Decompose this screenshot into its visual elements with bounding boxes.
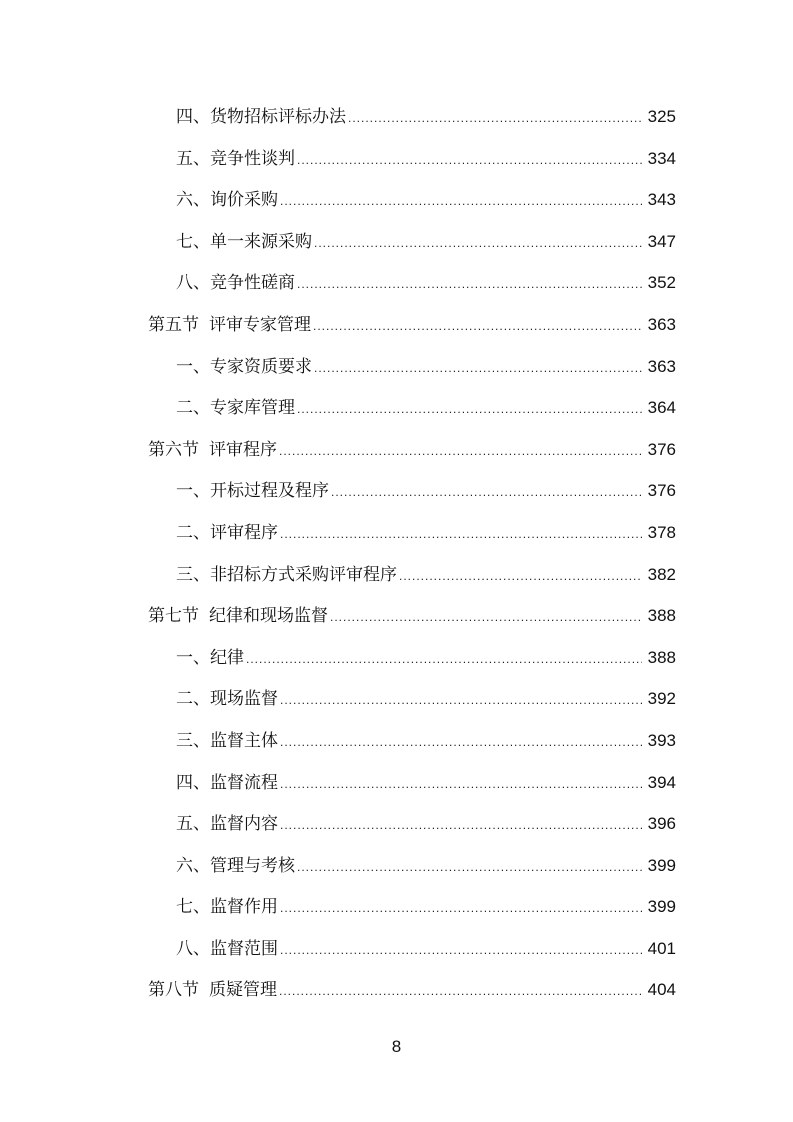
toc-entry-title [148, 309, 311, 341]
toc-dot-leader [280, 809, 642, 841]
toc-dot-leader [280, 518, 642, 550]
toc-entry-title [148, 974, 277, 1006]
toc-dot-leader [246, 643, 642, 675]
toc-entry-title: 七、单一来源采购 [176, 231, 312, 252]
toc-entry-page: 399 [647, 855, 676, 875]
toc-entry-title: 四、货物招标评标办法 [176, 107, 346, 127]
toc-entry-page: 376 [647, 439, 676, 459]
toc-entry-page: 352 [647, 273, 676, 293]
toc-section-title: 纪律和现场监督 [209, 606, 328, 627]
toc-entry[interactable] [148, 559, 676, 601]
toc-entry[interactable] [148, 517, 676, 559]
toc-section-title: 评审专家管理 [209, 314, 311, 335]
toc-entry[interactable] [148, 725, 676, 767]
toc-entry[interactable] [148, 475, 676, 517]
toc-dot-leader [330, 601, 642, 633]
toc-entry[interactable] [148, 184, 676, 226]
toc-dot-leader [280, 684, 642, 716]
toc-dot-leader [280, 185, 642, 217]
toc-entry-title: 二、现场监督 [176, 689, 278, 710]
toc-entry-title: 六、询价采购 [176, 190, 278, 211]
toc-section-number: 第七节 [148, 606, 199, 627]
toc-entry-title: 一、纪律 [176, 647, 244, 668]
toc-entry-page: 392 [647, 689, 676, 709]
toc-entry-title: 八、监督范围 [176, 938, 278, 959]
toc-entry-title: 六、管理与考核 [176, 855, 295, 876]
toc-entry-page: 382 [647, 564, 676, 584]
toc-entry-page: 325 [647, 107, 676, 126]
toc-dot-leader [297, 268, 642, 300]
toc-entry[interactable] [148, 143, 676, 185]
toc-entry-page: 378 [647, 522, 676, 542]
toc-dot-leader [314, 352, 642, 384]
toc-entry-title [148, 434, 277, 466]
toc-dot-leader [314, 227, 642, 259]
toc-entry-page: 363 [647, 314, 676, 334]
toc-entry-page: 364 [647, 398, 676, 418]
toc-entry[interactable] [148, 808, 676, 850]
toc-entry-title: 四、监督流程 [176, 772, 278, 793]
toc-entry[interactable] [148, 392, 676, 434]
toc-entry-title: 五、竞争性谈判 [176, 148, 295, 169]
toc-entry-title: 二、评审程序 [176, 522, 278, 543]
toc-entry-title: 一、开标过程及程序 [176, 481, 329, 502]
toc-section-entry[interactable] [148, 434, 676, 476]
toc-entry[interactable] [148, 226, 676, 268]
toc-entry-page: 388 [647, 606, 676, 626]
toc-entry[interactable] [148, 683, 676, 725]
page-number: 8 [391, 1037, 402, 1056]
toc-dot-leader [280, 892, 642, 924]
toc-dot-leader [280, 768, 642, 800]
toc-entry-title: 五、监督内容 [176, 814, 278, 835]
toc-entry-page: 343 [647, 190, 676, 210]
toc-dot-leader [297, 851, 642, 883]
toc-entry-page: 401 [647, 938, 676, 958]
toc-entry-page: 347 [647, 231, 676, 251]
toc-section-entry[interactable] [148, 974, 676, 1016]
table-of-contents [148, 101, 676, 1016]
toc-entry-page: 399 [647, 897, 676, 917]
toc-section-title: 评审程序 [209, 439, 277, 460]
toc-entry[interactable] [148, 101, 676, 143]
toc-entry-page: 394 [647, 772, 676, 792]
toc-dot-leader [280, 934, 642, 966]
toc-entry-title: 三、非招标方式采购评审程序 [176, 564, 397, 585]
toc-section-number: 第八节 [148, 980, 199, 1001]
toc-section-number: 第五节 [148, 314, 199, 335]
toc-entry-page: 376 [647, 481, 676, 501]
toc-entry-page: 404 [647, 980, 676, 1000]
toc-section-title: 质疑管理 [209, 980, 277, 1001]
toc-entry[interactable] [148, 267, 676, 309]
toc-entry-page: 396 [647, 814, 676, 834]
toc-dot-leader [279, 975, 642, 1007]
toc-entry-title: 一、专家资质要求 [176, 356, 312, 377]
toc-entry-title: 二、专家库管理 [176, 398, 295, 419]
toc-entry-title: 三、监督主体 [176, 730, 278, 751]
toc-entry[interactable] [148, 351, 676, 393]
toc-entry-title [148, 600, 328, 632]
toc-section-number: 第六节 [148, 439, 199, 460]
toc-entry[interactable] [148, 767, 676, 809]
toc-section-entry[interactable] [148, 600, 676, 642]
toc-dot-leader [399, 560, 642, 592]
toc-dot-leader [313, 310, 642, 342]
toc-dot-leader [280, 726, 642, 758]
toc-dot-leader [297, 393, 642, 425]
toc-entry[interactable] [148, 850, 676, 892]
toc-entry-title: 八、竞争性磋商 [176, 273, 295, 294]
toc-entry-page: 363 [647, 356, 676, 376]
toc-dot-leader [348, 102, 642, 134]
toc-dot-leader [297, 144, 642, 176]
toc-section-entry[interactable] [148, 309, 676, 351]
toc-entry-title: 七、监督作用 [176, 897, 278, 918]
toc-entry[interactable] [148, 642, 676, 684]
toc-entry-page: 393 [647, 730, 676, 750]
toc-entry[interactable] [148, 891, 676, 933]
toc-entry-page: 334 [647, 148, 676, 168]
toc-dot-leader [279, 435, 642, 467]
toc-entry-page: 388 [647, 647, 676, 667]
toc-dot-leader [331, 476, 642, 508]
toc-entry[interactable] [148, 933, 676, 975]
